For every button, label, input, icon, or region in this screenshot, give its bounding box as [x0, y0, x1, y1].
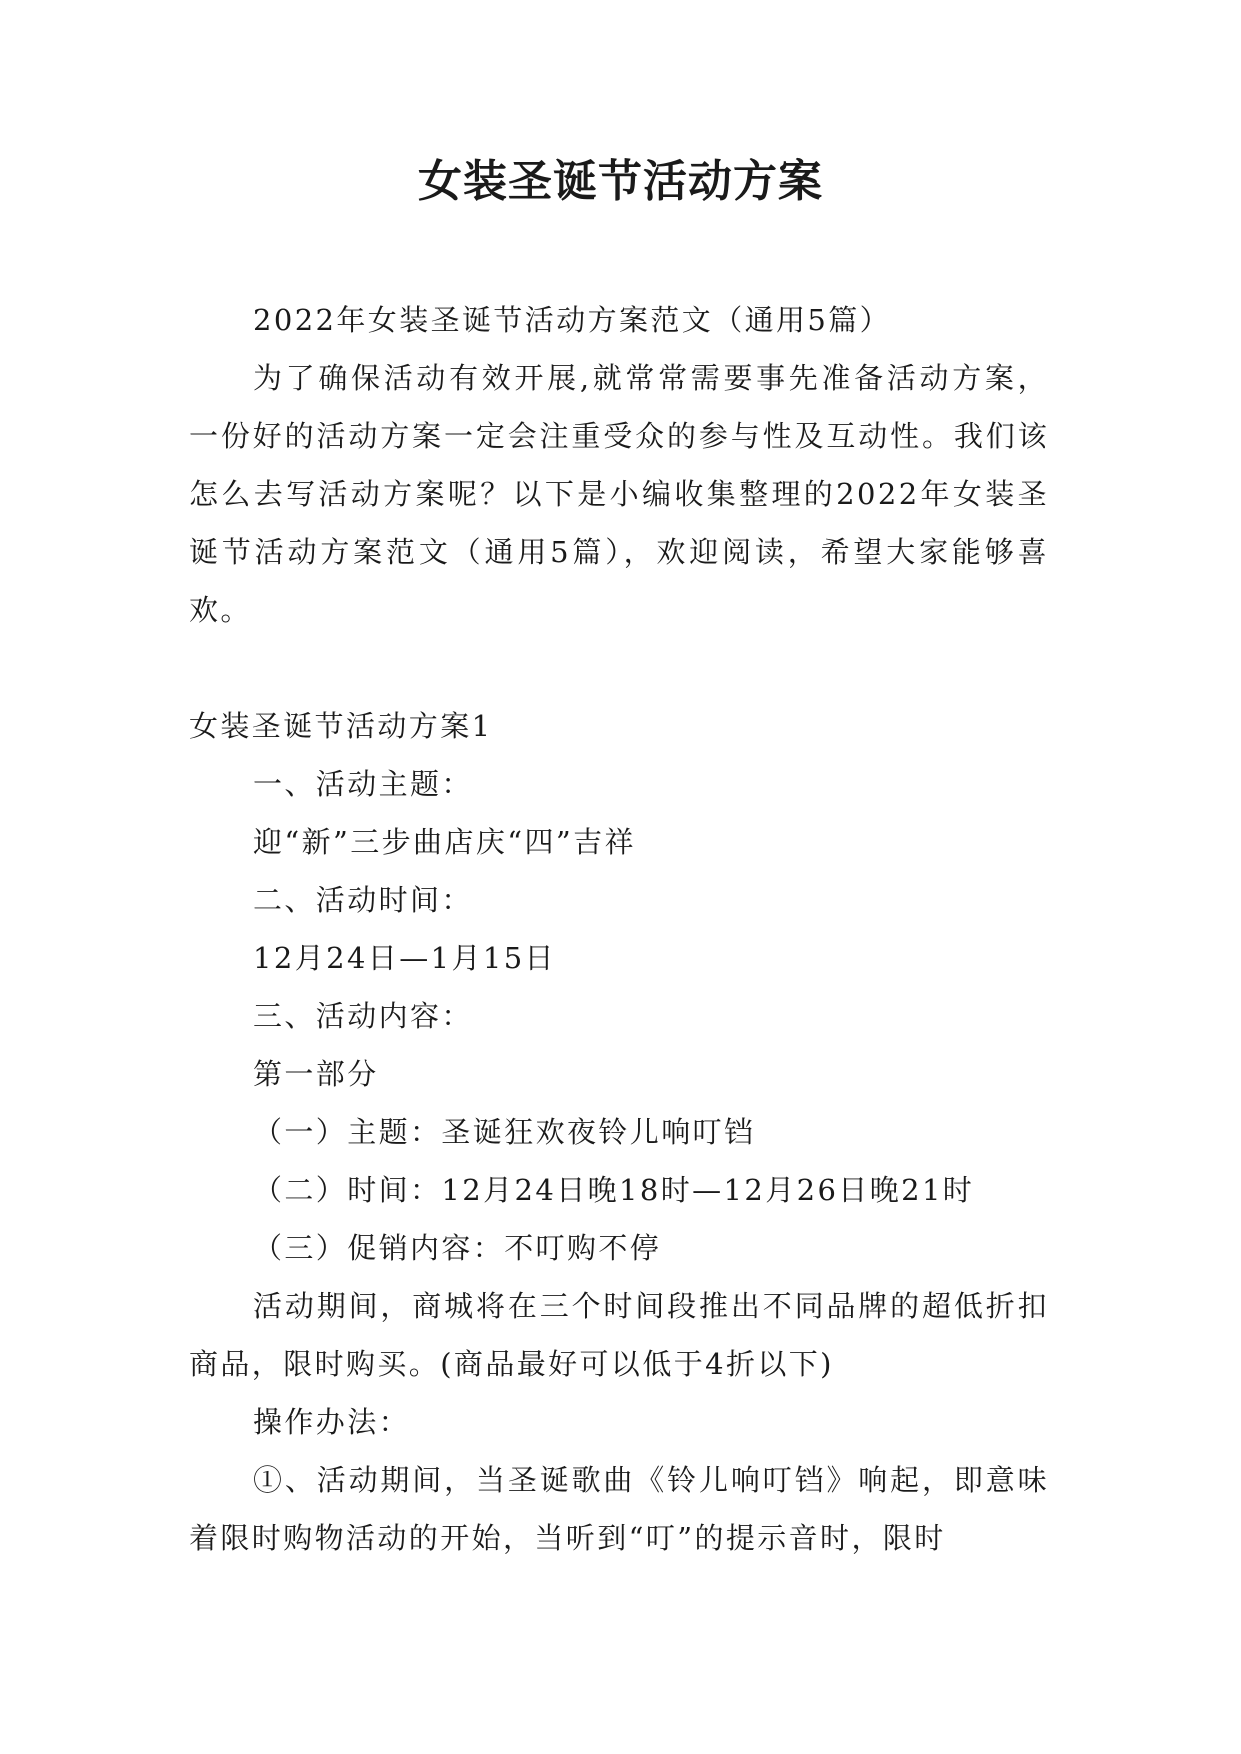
time-value: 12月24日—1月15日	[253, 941, 556, 975]
promo-paragraph: 活动期间，商城将在三个时间段推出不同品牌的超低折扣商品，限时购买。(商品最好可以低于4折以下)	[189, 1289, 1049, 1381]
subtitle-line: 2022年女装圣诞节活动方案范文（通用5篇）	[253, 303, 892, 337]
document-title: 女装圣诞节活动方案	[418, 156, 823, 207]
method-step-1: ①、活动期间，当圣诞歌曲《铃儿响叮铛》响起，即意味着限时购物活动的开始，当听到“叮”的提示音时，限时	[189, 1463, 1049, 1555]
intro-paragraph: 为了确保活动有效开展,就常常需要事先准备活动方案，一份好的活动方案一定会注重受众的参与性及互动性。我们该怎么去写活动方案呢？以下是小编收集整理的2022年女装圣诞节活动方案范文（通用5篇），欢迎阅读，希望大家能够喜欢。	[189, 361, 1049, 627]
item-promo: （三）促销内容：不叮购不停	[253, 1231, 662, 1265]
paragraph-gap	[189, 639, 1049, 697]
section-heading: 女装圣诞节活动方案1	[189, 709, 493, 743]
theme-value: 迎“新”三步曲店庆“四”吉祥	[253, 825, 636, 859]
item-theme: （一）主题：圣诞狂欢夜铃儿响叮铛	[253, 1115, 756, 1149]
item-time: （二）时间：12月24日晚18时—12月26日晚21时	[253, 1173, 975, 1207]
method-label: 操作办法：	[253, 1405, 411, 1439]
time-label: 二、活动时间：	[253, 883, 473, 917]
document-body	[189, 291, 1049, 1567]
part-label: 第一部分	[253, 1057, 379, 1091]
content-label: 三、活动内容：	[253, 999, 473, 1033]
theme-label: 一、活动主题：	[253, 767, 473, 801]
